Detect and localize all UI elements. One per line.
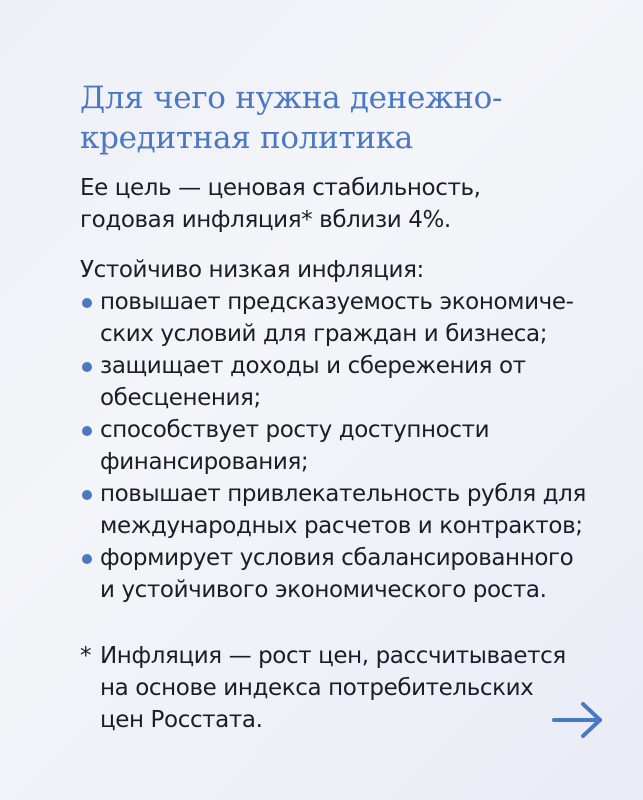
list-item-line: финансирования; — [100, 449, 309, 475]
footnote-line: цен Росстата. — [100, 707, 263, 733]
list-item-line: ских условий для граждан и бизнеса; — [100, 321, 548, 347]
footnote-line: на основе индекса потребительских — [100, 675, 534, 701]
footnote-mark: * — [80, 643, 92, 669]
title-line: Для чего нужна денежно- — [80, 80, 503, 116]
list-item — [80, 542, 586, 606]
list-item-line: способствует росту доступности — [100, 417, 490, 443]
bullet-dot-icon — [82, 426, 92, 436]
list-item-line: обесценения; — [100, 385, 261, 411]
goal-line: годовая инфляция* вблизи 4%. — [80, 207, 451, 233]
list-item — [80, 414, 586, 478]
bullet-dot-icon — [82, 554, 92, 564]
list-item-line: повышает предсказуемость экономиче- — [100, 289, 574, 315]
list-item — [80, 350, 586, 414]
list-item — [80, 478, 586, 542]
list-item — [80, 286, 586, 350]
list-item-line: международных расчетов и контрактов; — [100, 513, 583, 539]
list-item-line: защищает доходы и сбережения от — [100, 353, 526, 379]
goal-line: Ее цель — ценовая стабильность, — [80, 175, 481, 201]
list-item-line: формирует условия сбалансированного — [100, 545, 574, 571]
title-line: кредитная политика — [80, 120, 413, 156]
list-item-line: повышает привлекательность рубля для — [100, 481, 586, 507]
footnote — [80, 640, 566, 736]
benefits-list — [80, 286, 586, 606]
bullet-dot-icon — [82, 362, 92, 372]
footnote-line: Инфляция — рост цен, рассчитывается — [100, 643, 566, 669]
list-item-line: и устойчивого экономического роста. — [100, 577, 547, 603]
list-intro: Устойчиво низкая инфляция: — [80, 257, 424, 283]
bullet-dot-icon — [82, 298, 92, 308]
page-title — [80, 78, 580, 158]
arrow-right-icon[interactable] — [551, 700, 605, 740]
bullet-dot-icon — [82, 490, 92, 500]
goal-statement — [80, 172, 481, 236]
